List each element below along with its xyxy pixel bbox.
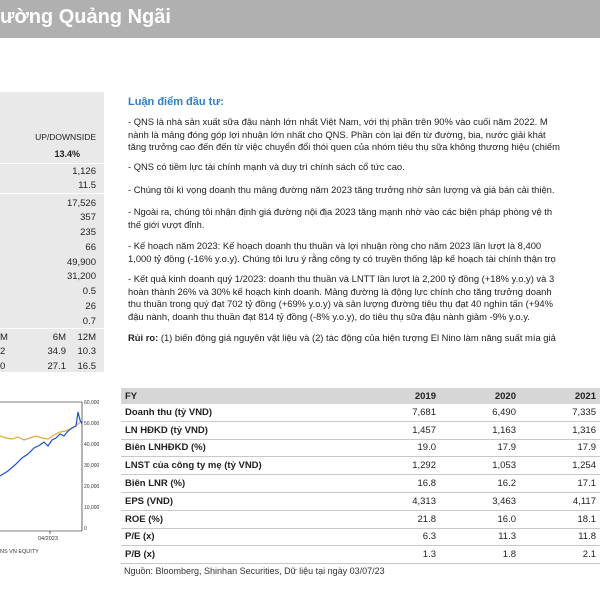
table-cell: 21.8 — [360, 510, 440, 528]
stat-value: 0.5 — [82, 286, 96, 297]
y-tick-label: 10,000 — [84, 505, 100, 511]
table-cell: 4,117 — [520, 492, 600, 510]
table-cell: 1,163 — [440, 421, 520, 439]
table-row — [121, 492, 600, 510]
thesis-paragraph-2 — [128, 161, 600, 174]
thesis-paragraph-4 — [128, 206, 600, 231]
separator — [0, 193, 104, 194]
table-row — [121, 421, 600, 439]
table-cell: 11.3 — [440, 528, 520, 546]
table-cell: 1,316 — [520, 421, 600, 439]
y-tick-label: 0 — [84, 526, 87, 532]
thesis-heading: Luận điểm đầu tư: — [128, 96, 224, 108]
perf-header-12m: 12M — [77, 332, 96, 343]
source-note: Nguồn: Bloomberg, Shinhan Securities, Dữ liệu tại ngày 03/07/23 — [124, 566, 385, 576]
table-row — [121, 404, 600, 421]
thesis-paragraph-5 — [128, 240, 600, 265]
perf-value: 27.1 — [47, 361, 66, 372]
table-cell: 4,313 — [360, 492, 440, 510]
table-row — [121, 457, 600, 475]
table-cell: 16.2 — [440, 475, 520, 493]
upside-value: 13.4% — [54, 149, 80, 159]
perf-value: 34.9 — [47, 346, 66, 357]
perf-value: 0 — [0, 361, 6, 372]
table-cell: 2.1 — [520, 546, 600, 564]
financial-table — [121, 388, 600, 564]
row-label: LN HĐKD (tỷ VND) — [121, 421, 360, 439]
table-row — [121, 546, 600, 564]
risk-label: Rủi ro: — [128, 332, 159, 343]
table-cell: 19.0 — [360, 439, 440, 457]
text-line: 1,000 tỷ đồng (-16% y.o.y). Chúng tôi lưu ý rằng công ty có truyền thống lập kế hoạch tài chính thận trọ — [128, 252, 556, 264]
y-tick-label: 30,000 — [84, 463, 100, 469]
text-line: - Ngoài ra, chúng tôi nhận định giá đường nội địa 2023 tăng mạnh nhờ vào các biện pháp phòng vệ th — [128, 206, 553, 217]
stat-value: 31,200 — [66, 271, 96, 282]
row-label: P/B (x) — [121, 546, 360, 564]
risk-paragraph — [128, 332, 600, 345]
table-cell: 16.8 — [360, 475, 440, 493]
stock-info-panel — [0, 92, 104, 372]
table-cell: 17.9 — [440, 439, 520, 457]
text-line: - QNS có tiềm lực tài chính mạnh và duy trì chính sách cổ tức cao. — [128, 161, 405, 172]
table-header-cell: 2020 — [440, 388, 520, 404]
text-line: đậu nành, doanh thu thuần đạt 814 tỷ đồng (-8% y.o.y), do tiêu thụ sữa đậu nành giảm -9% y.o.y. — [128, 310, 530, 322]
text-line: thu thuần trong quý đạt 702 tỷ đồng (+69% y.o.y) và sản lượng đường tiêu thụ đạt 40 nghìn tấn (+94% — [128, 298, 553, 309]
text-line: tăng trưởng cao đến đến từ việc chuyển đổi thói quen của nhóm tiêu thụ sữa không thương hiệu (chiếm — [128, 141, 560, 152]
table-header-cell: 2021 — [520, 388, 600, 404]
perf-value: 2 — [0, 346, 6, 357]
row-label: P/E (x) — [121, 528, 360, 546]
stat-value: 66 — [85, 242, 96, 253]
perf-header-6m: 6M — [52, 332, 66, 343]
table-cell: 1,292 — [360, 457, 440, 475]
stat-value: 235 — [80, 227, 96, 238]
y-tick-label: 50,000 — [84, 421, 100, 427]
table-header-cell: FY — [121, 388, 360, 404]
table-cell: 1,053 — [440, 457, 520, 475]
stat-value: 11.5 — [78, 180, 96, 191]
row-label: LNST của công ty mẹ (tỷ VND) — [121, 457, 360, 475]
perf-value: 10.3 — [77, 346, 96, 357]
table-cell: 16.0 — [440, 510, 520, 528]
thesis-paragraph-1 — [128, 116, 600, 154]
stat-value: 1,126 — [72, 166, 96, 177]
row-label: Biên LNHĐKD (%) — [121, 439, 360, 457]
y-tick-label: 60,000 — [84, 400, 100, 406]
perf-value: 16.5 — [77, 361, 96, 372]
table-cell: 1,457 — [360, 421, 440, 439]
table-cell: 1.8 — [440, 546, 520, 564]
text-line: nành là mảng đóng góp lợi nhuận lớn nhất cho QNS. Phần còn lại đến từ đường, bia, nước giải khát — [128, 128, 546, 140]
table-cell: 11.8 — [520, 528, 600, 546]
row-label: ROE (%) — [121, 510, 360, 528]
table-row — [121, 439, 600, 457]
table-row — [121, 475, 600, 493]
table-cell: 7,681 — [360, 404, 440, 421]
row-label: EPS (VND) — [121, 492, 360, 510]
risk-text: (1) biến động giá nguyên vật liệu và (2) tác động của hiện tượng El Nino làm năng suất mía giả — [158, 332, 556, 343]
table-cell: 17.1 — [520, 475, 600, 493]
table-cell: 1.3 — [360, 546, 440, 564]
table-cell: 7,335 — [520, 404, 600, 421]
separator — [0, 163, 104, 164]
chart-legend: NS VN EQUITY — [0, 549, 39, 555]
stat-value: 49,900 — [66, 257, 96, 268]
table-cell: 3,463 — [440, 492, 520, 510]
table-row — [121, 528, 600, 546]
y-tick-label: 40,000 — [84, 442, 100, 448]
stat-value: 17,526 — [66, 198, 96, 209]
stat-value: 0.7 — [82, 316, 96, 327]
thesis-paragraph-6 — [128, 273, 600, 323]
price-chart — [0, 398, 104, 558]
text-line: - Chúng tôi kì vọng doanh thu mảng đường năm 2023 tăng trưởng nhờ sản lượng và giá bán cải thiện. — [128, 184, 555, 195]
row-label: Doanh thu (tỷ VND) — [121, 404, 360, 421]
text-line: - Kế hoạch năm 2023: Kế hoạch doanh thu thuần và lợi nhuận ròng cho năm 2023 lần lượt là 8,400 — [128, 240, 542, 251]
report-banner — [0, 0, 600, 38]
thesis-paragraph-3 — [128, 184, 600, 197]
table-header-cell: 2019 — [360, 388, 440, 404]
text-line: - Kết quả kinh doanh quý 1/2023: doanh thu thuần và LNTT lần lượt là 2,200 tỷ đồng (+18% y.o.y) và 3 — [128, 273, 555, 284]
table-header-row — [121, 388, 600, 404]
upside-header: UP/DOWNSIDE — [35, 132, 96, 142]
stat-value: 357 — [80, 212, 96, 223]
x-tick-label: 04/2023 — [38, 536, 58, 542]
perf-header-1m: M — [0, 332, 8, 343]
text-line: thế giới vượt đỉnh. — [128, 218, 205, 230]
banner-title: ường Quảng Ngãi — [0, 6, 171, 28]
stat-value: 26 — [85, 301, 96, 312]
table-cell: 6.3 — [360, 528, 440, 546]
table-cell: 1,254 — [520, 457, 600, 475]
separator — [0, 328, 104, 329]
table-row — [121, 510, 600, 528]
series-qns-line — [0, 412, 82, 476]
table-cell: 6,490 — [440, 404, 520, 421]
table-cell: 18.1 — [520, 510, 600, 528]
text-line: - QNS là nhà sản xuất sữa đậu nành lớn nhất Việt Nam, với thị phần trên 90% vào cuối năm 2022. M — [128, 116, 548, 127]
y-tick-label: 20,000 — [84, 484, 100, 490]
table-cell: 17.9 — [520, 439, 600, 457]
text-line: hoàn thành 26% và 30% kế hoạch kinh doanh. Mảng đường là động lực chính cho tăng trưởng doanh — [128, 285, 552, 297]
row-label: Biên LNR (%) — [121, 475, 360, 493]
